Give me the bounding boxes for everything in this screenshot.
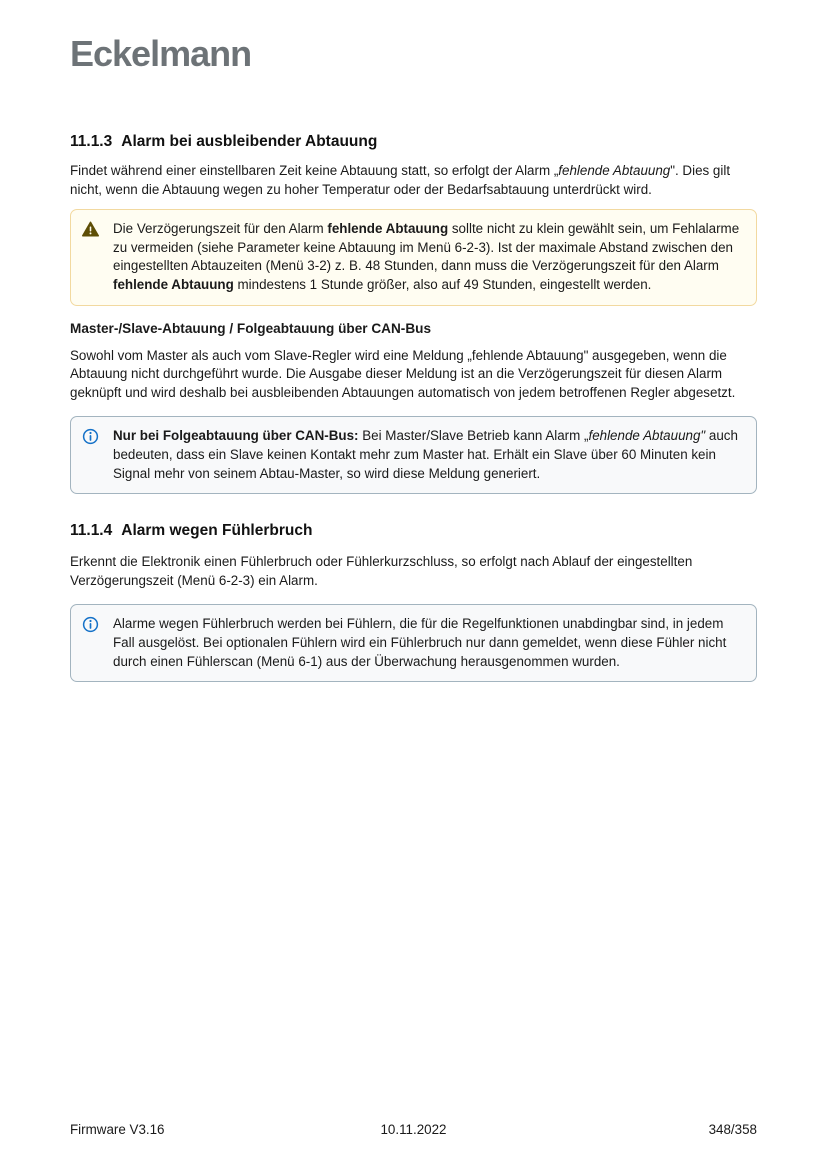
text-segment: Findet während einer einstellbaren Zeit keine Abtauung statt, so erfolgt der Alarm „: [70, 163, 559, 178]
text-segment-italic: fehlende Abtauung: [558, 163, 671, 178]
warning-note-box: [70, 209, 757, 305]
info-note-text: [113, 427, 744, 483]
text-segment: Bei Master/Slave Betrieb kann Alarm „: [358, 428, 589, 444]
text-segment: sollte nicht zu klein gewählt sein, um Fehlalarme zu vermeiden (siehe Parameter keine Abtauung im Menü 6-2-3). Ist der maximale Abstand zwischen den eingestellten Abtauzeiten (Menü 3-2) z. B. 48 Stunden, dann muss die Verzögerungszeit für den Alarm: [113, 221, 740, 274]
info-note-box-fuehlerbruch: [70, 604, 757, 682]
text-segment-bold: fehlende Abtauung: [113, 276, 234, 292]
text-segment-bold: Nur bei Folgeabtauung über CAN-Bus:: [113, 428, 359, 444]
company-logo: Eckelmann: [70, 33, 252, 74]
text-segment-italic: fehlende Abtauung": [588, 428, 706, 444]
footer-firmware-version: Firmware V3.16: [70, 1122, 165, 1137]
page-footer: [70, 1122, 757, 1137]
text-segment: Die Verzögerungszeit für den Alarm: [113, 221, 328, 237]
info-note-box-can-bus: [70, 416, 757, 494]
intro-paragraph-11-1-3: [70, 162, 757, 199]
intro-paragraph-11-1-4: Erkennt die Elektronik einen Fühlerbruch oder Fühlerkurzschluss, so erfolgt nach Ablauf der eingestellten Verzögerungszeit (Menü 6-2-3) ein Alarm.: [70, 554, 693, 588]
text-segment: mindestens 1 Stunde größer, also auf 49 Stunden, eingestellt werden.: [233, 276, 652, 292]
subsection-heading-master-slave: Master-/Slave-Abtauung / Folgeabtauung über CAN-Bus: [70, 320, 432, 336]
footer-page-number: 348/358: [708, 1122, 757, 1137]
warning-icon: [82, 220, 100, 294]
warning-note-text: [113, 220, 744, 294]
footer-date: 10.11.2022: [380, 1122, 447, 1137]
section-title: Alarm bei ausbleibender Abtauung: [121, 133, 378, 150]
section-heading-11-1-3: [70, 133, 757, 151]
info-note-text: Alarme wegen Fühlerbruch werden bei Fühlern, die für die Regelfunktionen unabdingbar sind, in jedem Fall ausgelöst. Bei optionalen Fühlern wird ein Fühlerbruch nur dann gemeldet, wenn diese Fühler nicht durch einen Fühlerscan (Menü 6-1) aus der Überwachung herausgenommen wurden.: [113, 616, 727, 669]
section-heading-11-1-4: [70, 522, 757, 540]
master-slave-paragraph: Sowohl vom Master als auch vom Slave-Regler wird eine Meldung „fehlende Abtauung" ausgegeben, wenn die Abtauung nicht durchgeführt wurde. Die Ausgabe dieser Meldung ist an die Verzögerungszeit für diesen Alarm geknüpft und wird deshalb bei ausbleibenden Abtauungen automatisch von jedem betroffenen Regler abgesetzt.: [70, 347, 736, 400]
text-segment-bold: fehlende Abtauung: [327, 221, 449, 237]
text-segment: auch bedeuten, dass ein Slave keinen Kontakt mehr zum Master hat. Erhält ein Slave über 60 Minuten kein Signal mehr von seinem Abtau-Master, so wird diese Meldung generiert.: [113, 428, 738, 481]
info-icon: [82, 427, 100, 483]
info-icon: [82, 615, 100, 671]
section-number: 11.1.3: [70, 133, 113, 150]
section-number: 11.1.4: [70, 522, 113, 540]
text-segment: ". Dies gilt nicht, wenn die Abtauung wegen zu hoher Temperatur oder der Bedarfsabtauung unterdrückt wird.: [70, 163, 731, 197]
section-title: Alarm wegen Fühlerbruch: [121, 522, 313, 540]
